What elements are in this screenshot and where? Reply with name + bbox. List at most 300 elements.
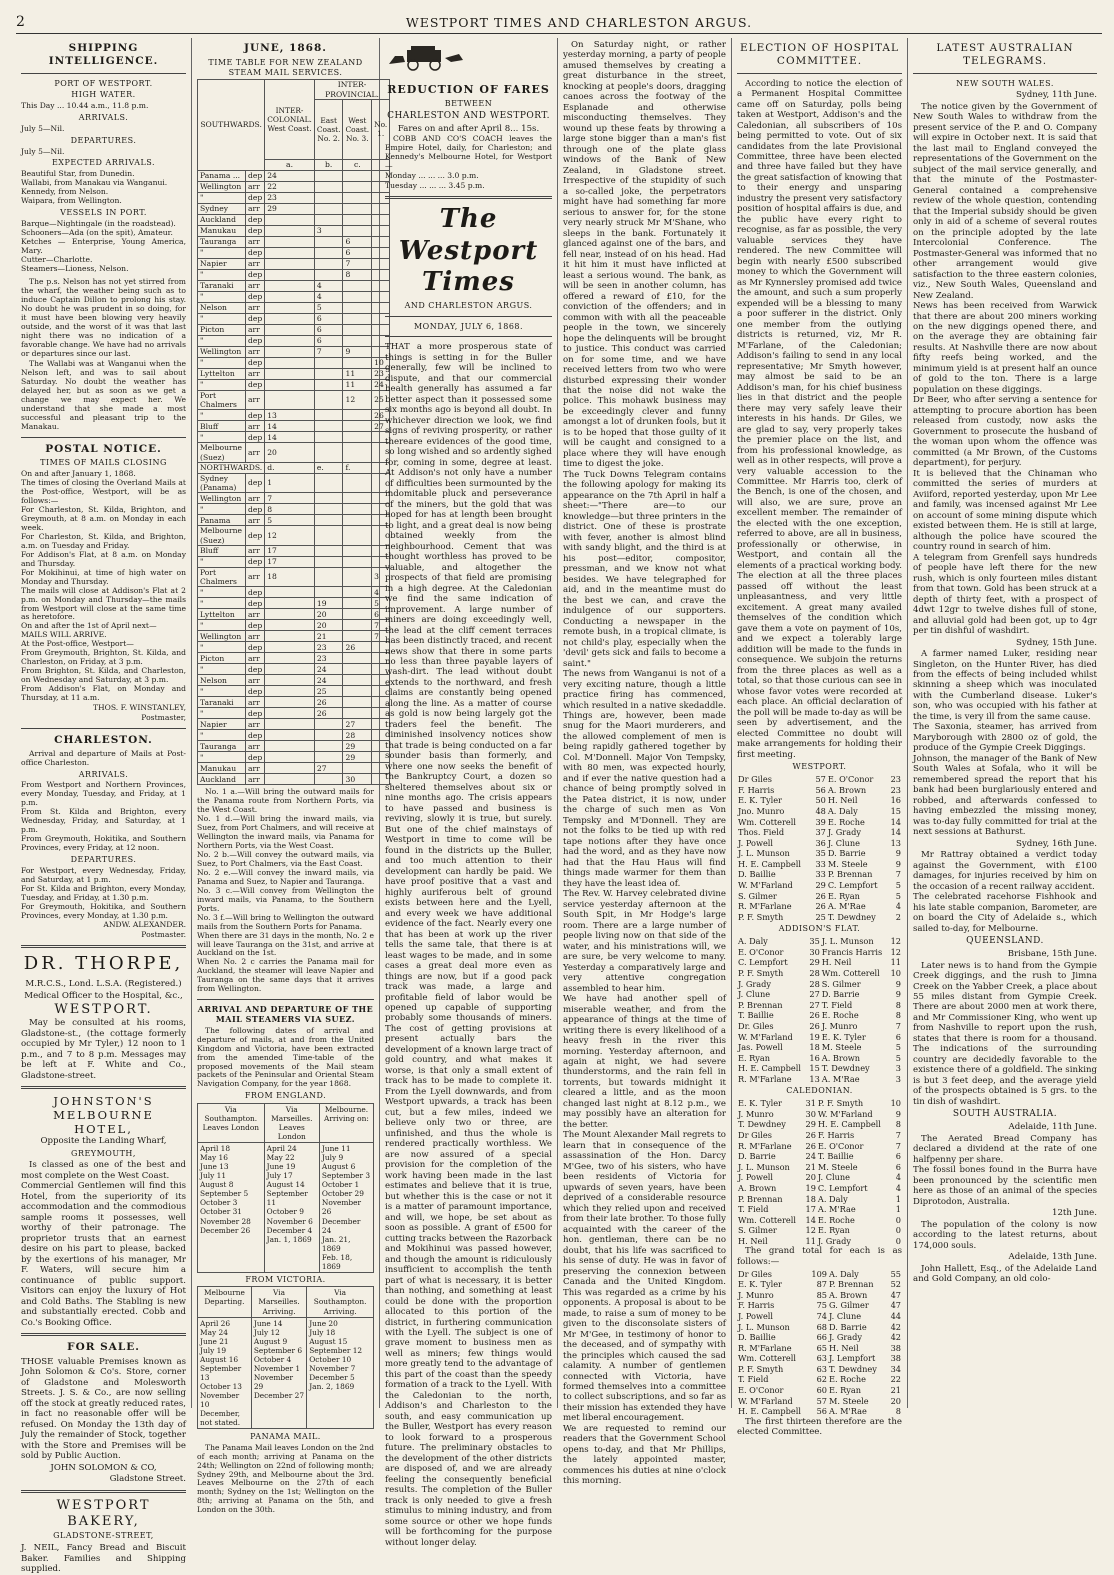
table-cell: [265, 774, 315, 785]
divider: [385, 316, 552, 317]
poll-row: [737, 1151, 902, 1162]
poll-candidate: J. Powell: [738, 1310, 774, 1321]
table-cell: [265, 324, 315, 335]
table-row: [198, 291, 390, 302]
sydney-dateline-3: Sydney, 16th June.: [1015, 838, 1097, 849]
poll-votes: 57: [816, 1395, 827, 1406]
table-cell: arr: [245, 390, 264, 410]
poll-votes: 65: [816, 1342, 827, 1353]
table-cell: Tauranga: [198, 236, 246, 247]
table-cell: arr: [245, 368, 264, 379]
mails-closing-label: TIMES OF MAILS CLOSING: [40, 458, 167, 468]
poll-candidate: A. Daly: [827, 805, 858, 816]
poll-votes: 4: [895, 901, 901, 912]
table-cell: arr: [245, 324, 264, 335]
poll-votes: 7: [895, 1130, 901, 1141]
table-cell: [265, 390, 315, 410]
poll-votes: 26: [815, 901, 826, 912]
table-cell: ": [198, 620, 246, 631]
table-cell: 12: [343, 390, 372, 410]
arrivals-text: July 5—Nil.: [21, 123, 65, 133]
vic-col-1: April 26 May 24 June 21 July 19 August 16 September 13 October 13 November 10 December, not stated.: [198, 1317, 252, 1428]
poll-candidate: A. M'Rae: [827, 901, 866, 912]
poll-row: [737, 795, 902, 806]
poll-candidate: D. Baillie: [738, 1332, 776, 1343]
poll-votes: 11: [805, 1235, 816, 1246]
panama-body: The Panama Mail leaves London on the 2nd of each month; arriving at Panama on the 24th; Wellington on 22nd of following month; Sydney 29th, and Melbourne about the 3rd. Leaves Melbourne on the 27th of each month; Sydney on the 1st; Wellington on the 8th; arriving at Panama on the 5th, and London on the 30th.: [197, 1442, 374, 1515]
table-cell: 29: [343, 741, 372, 752]
table-cell: arr: [245, 631, 264, 642]
table-cell: Sydney: [198, 203, 246, 214]
column-4: [558, 38, 732, 1487]
table-cell: 26: [372, 410, 390, 421]
table-cell: 25: [372, 390, 390, 410]
poll-votes: 7: [895, 1140, 901, 1151]
poll-row: [737, 1183, 902, 1194]
total-poll: [737, 1268, 902, 1416]
no3-header: [343, 99, 372, 159]
table-row: [198, 258, 390, 269]
poll-votes: 63: [816, 1363, 827, 1374]
letter-e: e.: [314, 462, 343, 473]
charleston-signature: ANDW. ALEXANDER.: [103, 920, 186, 930]
reduction-heading: REDUCTION OF FARES: [387, 83, 550, 97]
poll-row: [737, 1300, 902, 1311]
table-row: [198, 410, 390, 421]
poll-candidate: M. Steele: [829, 1395, 869, 1406]
table-cell: [314, 493, 343, 504]
poll-candidate: E. O'Conor: [817, 1140, 864, 1151]
table-cell: ": [198, 247, 246, 258]
table-cell: 20: [314, 620, 343, 631]
intercolonial-header: [265, 80, 315, 160]
poll-candidate: A. M'Rae: [829, 1406, 867, 1417]
poll-row: [737, 936, 902, 947]
postal-signature-title: Postmaster,: [141, 712, 186, 722]
poll-votes: 23: [890, 784, 901, 795]
table-cell: dep: [245, 291, 264, 302]
table-cell: [343, 697, 372, 708]
table-cell: dep: [245, 752, 264, 763]
poll-candidate: Wm. Cotterell: [738, 1214, 797, 1225]
poll-votes: 18: [805, 1193, 816, 1204]
poll-candidate: A. Daly: [829, 1268, 859, 1279]
table-cell: [343, 686, 372, 697]
poll-votes: 37: [815, 827, 826, 838]
table-cell: 3: [372, 567, 390, 587]
poll-candidate: J. Clune: [829, 1310, 862, 1321]
table-cell: arr: [245, 609, 264, 620]
eng-header-3: Melbourne. Arriving on:: [319, 1104, 373, 1143]
telegram-text-7: John Hallett, Esq., of the Adelaide Land and Gold Company, an old colo-: [913, 1263, 1097, 1285]
poll-candidate: E. Ryan: [829, 1385, 861, 1396]
table-cell: 21: [314, 631, 343, 642]
poll-candidate: H. E. Campbell: [738, 1406, 802, 1417]
table-cell: arr: [245, 719, 264, 730]
table-row: [198, 620, 390, 631]
telegrams-heading: LATEST AUSTRALIAN TELEGRAMS.: [936, 42, 1074, 67]
poll-row: [737, 1098, 902, 1109]
table-cell: [343, 324, 372, 335]
column-1: [16, 38, 192, 1575]
departures-text: July 5—Nil.: [21, 146, 65, 156]
table-cell: arr: [245, 302, 264, 313]
poll-candidate: E. O'Conor: [738, 1385, 784, 1396]
table-cell: [265, 653, 315, 664]
table-cell: [343, 473, 372, 493]
table-cell: [265, 258, 315, 269]
table-cell: Picton: [198, 324, 246, 335]
poll-votes: 14: [890, 827, 901, 838]
eng-col-3: June 11 July 9 August 6 September 3 October 1 October 29 November 26 December 24 Jan. 21, 1869 Feb. 18, 1869: [319, 1143, 373, 1272]
poll-votes: 27: [809, 999, 820, 1010]
table-row: [198, 631, 390, 642]
poll-votes: 3: [895, 1073, 901, 1084]
suez-heading: ARRIVAL AND DEPARTURE OF THE MAIL STEAMERS VIA SUEZ.: [197, 1004, 374, 1024]
poll-row: [737, 1385, 902, 1396]
poll-votes: 11: [890, 957, 901, 968]
table-cell: 9: [343, 346, 372, 357]
table-cell: [343, 214, 372, 225]
no3-label: No. 3.: [346, 133, 369, 143]
coach-icon: [385, 44, 465, 72]
poll-row: [737, 946, 902, 957]
poll-row: [737, 784, 902, 795]
table-cell: 7: [314, 346, 343, 357]
table-row: [198, 443, 390, 463]
postal-heading: POSTAL NOTICE.: [45, 442, 162, 455]
sa-label: SOUTH AUSTRALIA.: [952, 1109, 1058, 1120]
poll-votes: 5: [895, 880, 901, 891]
table-row: [198, 368, 390, 379]
poll-candidate: M. Steele: [827, 858, 868, 869]
poll-candidate: D. Barrie: [827, 848, 866, 859]
poll-row: [737, 1140, 902, 1151]
table-cell: 7: [372, 620, 390, 631]
expected-label: EXPECTED ARRIVALS.: [51, 158, 156, 168]
poll-votes: 36: [815, 837, 826, 848]
poll-votes: 9: [895, 1108, 901, 1119]
table-row: [198, 493, 390, 504]
poll-votes: 19: [809, 1031, 820, 1042]
poll-candidate: J. Grady: [827, 827, 861, 838]
table-cell: Taranaki: [198, 697, 246, 708]
table-cell: [265, 379, 315, 390]
table-cell: [343, 170, 372, 181]
poll-votes: 23: [890, 774, 901, 785]
vic-col-2: June 14 July 12 August 9 September 6 October 4 November 1 November 29 December 27: [251, 1317, 306, 1428]
poll-row: [737, 1204, 902, 1215]
sydney-dateline-1: Sydney, 11th June.: [1015, 90, 1097, 101]
table-cell: 23: [372, 368, 390, 379]
poll-votes: 0: [895, 1225, 901, 1236]
divider: [21, 1086, 186, 1089]
table-row: [198, 504, 390, 515]
poll-candidate: M. Steele: [817, 1161, 858, 1172]
table-cell: dep: [245, 620, 264, 631]
poll-candidate: C. Lempfort: [817, 1183, 868, 1193]
table-cell: dep: [245, 379, 264, 390]
table-cell: [265, 675, 315, 686]
table-cell: 13: [265, 410, 315, 421]
shipping-para-1: The p.s. Nelson has not yet stirred from the wharf, the weather being such as to induce Captain Dillon to prolong his stay. No doubt he was prudent in so doing, for it must have been blowing very heavily outside, and the worst of it was that last night there was no indication of a favorable change. We have had no arrivals or departures since our last.: [21, 277, 186, 359]
charleston-intro: Arrival and departure of Mails at Post-office Charleston.: [21, 748, 186, 767]
table-cell: Taranaki: [198, 280, 246, 291]
poll-row: [737, 957, 902, 968]
poll-candidate: Wm. Cotterell: [738, 816, 797, 827]
eng-col-2: April 24 May 22 June 19 July 17 August 14 September 11 October 9 November 6 December 4 Jan. 1, 1869: [264, 1143, 319, 1272]
divider: [21, 437, 186, 438]
table-cell: ": [198, 752, 246, 763]
poll-row: [737, 1279, 902, 1290]
tuesday-time: Tuesday ... ... ... 3.45 p.m.: [385, 180, 485, 190]
table-row: [198, 653, 390, 664]
table-cell: Napier: [198, 258, 246, 269]
table-cell: ": [198, 686, 246, 697]
table-cell: [314, 587, 343, 598]
poll-row: [737, 1406, 902, 1417]
westport-poll: [737, 774, 902, 922]
poll-candidate: P. F. Smyth: [817, 1098, 864, 1109]
table-cell: 4: [372, 587, 390, 598]
poll-votes: 27: [809, 989, 820, 1000]
poll-row: [737, 1289, 902, 1300]
poll-candidate: A. Brown: [829, 1289, 868, 1300]
poll-candidate: J. L. Munson: [821, 936, 874, 947]
poll-candidate: J. Clune: [738, 989, 771, 1000]
table-cell: 26: [314, 708, 343, 719]
poll-votes: 17: [805, 1204, 816, 1215]
poll-row: [737, 1342, 902, 1353]
table-cell: arr: [245, 493, 264, 504]
coach-body: COBB AND CO'S COACH leaves the Empire Hotel, daily, for Charleston; and Kennedy's Melbourne Hotel, for Westport—: [385, 134, 552, 170]
table-cell: [314, 432, 343, 443]
table-cell: [314, 181, 343, 192]
poll-candidate: T. Field: [738, 1204, 769, 1215]
table-row: [198, 357, 390, 368]
table-row: [198, 302, 390, 313]
table-row: [198, 763, 390, 774]
no1-header: No. 1.: [372, 99, 390, 159]
table-cell: 28: [343, 730, 372, 741]
poll-row: [737, 999, 902, 1010]
table-cell: [343, 291, 372, 302]
table-cell: 5: [372, 598, 390, 609]
table-cell: Manukau: [198, 763, 246, 774]
johnston-name: JOHNSTON'S MELBOURNE HOTEL,: [53, 1094, 154, 1137]
poll-votes: 0: [895, 1214, 901, 1225]
table-cell: 6: [343, 247, 372, 258]
poll-votes: 16: [809, 1052, 820, 1063]
poll-votes: 33: [815, 869, 826, 880]
table-cell: 6: [314, 313, 343, 324]
poll-row: [737, 859, 902, 870]
poll-votes: 29: [815, 880, 826, 891]
poll-row: [737, 1395, 902, 1406]
table-cell: dep: [245, 170, 264, 181]
table-cell: Lyttelton: [198, 609, 246, 620]
table-cell: dep: [245, 225, 264, 236]
poll-votes: 12: [805, 1225, 816, 1236]
poll-votes: 26: [809, 1020, 820, 1031]
table-cell: [314, 556, 343, 567]
table-row: [198, 225, 390, 236]
poll-candidate: J. Munro: [821, 1020, 858, 1031]
table-cell: Wellington: [198, 631, 246, 642]
table-row: [198, 686, 390, 697]
table-cell: [343, 598, 372, 609]
table-row: [198, 526, 390, 546]
table-cell: dep: [245, 357, 264, 368]
divider: [737, 73, 902, 74]
poll-votes: 15: [809, 1063, 820, 1074]
westport-label: WESTPORT.: [792, 762, 847, 772]
table-cell: ": [198, 379, 246, 390]
southwards-label: SOUTHWARDS.: [198, 80, 265, 171]
table-cell: [343, 203, 372, 214]
table-row: [198, 421, 390, 432]
table-cell: [343, 587, 372, 598]
poll-candidate: P. Brennan: [738, 1193, 783, 1204]
table-cell: 7: [343, 258, 372, 269]
table-cell: 7: [265, 493, 315, 504]
poll-votes: 26: [809, 1010, 820, 1021]
table-cell: ": [198, 730, 246, 741]
table-cell: dep: [245, 432, 264, 443]
monday-time: Monday ... ... ... 3.0 p.m.: [385, 170, 479, 180]
poll-votes: 38: [890, 1342, 901, 1353]
poll-candidate: T. Dewdney: [827, 911, 876, 922]
poll-candidate: R. M'Farlane: [738, 1140, 792, 1151]
table-cell: arr: [245, 545, 264, 556]
table-row: [198, 170, 390, 181]
table-cell: 19: [314, 598, 343, 609]
poll-candidate: Dr Giles: [738, 1130, 772, 1141]
poll-votes: 56: [816, 1406, 827, 1417]
table-cell: [343, 192, 372, 203]
table-cell: [343, 708, 372, 719]
poll-candidate: E. K. Tyler: [738, 1098, 782, 1109]
table-row: [198, 390, 390, 410]
poll-candidate: S. Gilmer: [738, 1225, 777, 1236]
table-cell: [314, 504, 343, 515]
table-cell: [265, 620, 315, 631]
poll-votes: 2: [895, 911, 901, 922]
table-cell: Wellington: [198, 493, 246, 504]
westcoast2-label: West Coast.: [345, 115, 370, 134]
poll-candidate: J. Clune: [817, 1172, 851, 1183]
table-cell: 6: [314, 324, 343, 335]
poll-votes: 28: [809, 967, 820, 978]
table-cell: [314, 774, 343, 785]
poll-votes: 5: [895, 890, 901, 901]
table-cell: 24: [372, 379, 390, 390]
table-row: [198, 598, 390, 609]
table-row: [198, 324, 390, 335]
table-cell: Melbourne (Suez): [198, 526, 246, 546]
table-cell: [314, 421, 343, 432]
table-cell: 24: [314, 675, 343, 686]
table-cell: 17: [265, 556, 315, 567]
poll-candidate: P. F. Smyth: [738, 1363, 784, 1374]
poll-votes: 18: [809, 1042, 820, 1053]
column-3: [380, 38, 558, 1548]
poll-candidate: P. F. Smyth: [738, 967, 784, 978]
poll-votes: 56: [815, 784, 826, 795]
table-cell: [314, 515, 343, 526]
poll-row: [737, 1311, 902, 1322]
table-cell: arr: [245, 203, 264, 214]
poll-candidate: P. Brennan: [738, 999, 783, 1010]
table-cell: 24: [265, 170, 315, 181]
poll-candidate: P. F. Smyth: [738, 911, 784, 922]
poll-row: [737, 978, 902, 989]
poll-votes: 5: [895, 1042, 901, 1053]
poll-row: [737, 837, 902, 848]
poll-candidate: H. Neil: [827, 795, 858, 806]
table-row: [198, 708, 390, 719]
telegram-text-2: A farmer named Luker, residing near Singleton, on the Hunter River, has died from the effects of being included whilst skinning a sheep which was inoculated with the Cumberland disease. Luker's son, who was occupied with his father at the time, is very ill from the same cause. The Saxonia, steamer, has arrived from Maryborough with 2800 oz of gold, the produce of the Gympie Creek Diggings. Johnson, the manager of the Bank of New South Wales at Sofala, who it will be remembered spread the report that his bank had been burglariously entered and robbed, and afterwards confessed to having embezzled the missing money, was to-day fully committed for trial at the next sessions at Bathurst.: [913, 649, 1097, 838]
table-cell: [265, 302, 315, 313]
table-cell: 11: [343, 368, 372, 379]
poll-candidate: H. E. Campbell: [738, 858, 802, 869]
thorpe-name: DR. THORPE,: [23, 953, 184, 975]
poll-votes: 9: [895, 978, 901, 989]
divider: [385, 336, 552, 337]
poll-candidate: J. Munro: [738, 1108, 774, 1119]
shipping-para-2: The Wallabi was at Wanganui when the Nelson left, and was to sail about Saturday. No doubt the weather has delayed her, but as soon as we get a change we may expect her. We understand that she made a most successful and pleasant trip to the Manakau.: [21, 359, 186, 431]
poll-votes: 20: [890, 1395, 901, 1406]
poll-candidate: F. Harris: [738, 1300, 775, 1311]
table-cell: [265, 686, 315, 697]
poll-row: [737, 1172, 902, 1183]
table-cell: ": [198, 269, 246, 280]
table-cell: Panama ...: [198, 170, 246, 181]
table-cell: arr: [245, 346, 264, 357]
divider: [385, 196, 552, 199]
caledonian-label: CALEDONIAN.: [786, 1086, 853, 1096]
table-cell: [343, 631, 372, 642]
poll-candidate: A. Brown: [821, 1052, 861, 1063]
table-cell: ": [198, 410, 246, 421]
poll-candidate: E. Ryan: [827, 890, 860, 901]
table-cell: arr: [245, 763, 264, 774]
johnston-location: Opposite the Landing Wharf,: [40, 1136, 167, 1147]
poll-votes: 24: [805, 1151, 816, 1162]
poll-votes: 8: [895, 1406, 901, 1417]
table-cell: 6: [314, 335, 343, 346]
table-cell: dep: [245, 686, 264, 697]
telegram-text-1: The notice given by the Government of New South Wales to withdraw from the present service of the P. and O. Company will expire in October next. It is said that the last mail to England conveyed the representations of the Government on the subject of the mail service generally, and that the minute of the Postmaster-General contained a comprehensive review of the whole question, contending that the Imperial subsidy should be given only in aid of a scheme of several routes on the principle adopted by the late Intercolonial Conference. The Postmaster-General was informed that no other arrangement would give satisfaction to the three eastern colonies, viz., New South Wales, Queensland and New Zealand. News has been received from Warwick that there are about 200 miners working on the new diggings opened there, and on the average they are obtaining fair results. At Nashville there are now about fifty reefs being worked, and the minimum yield is at present half an ounce of gold to the ton. There is a large population on these diggings. Dr Beer, who after serving a sentence for attempting to procure abortion has been released from custody, now asks the Government to prosecute the husband of the woman upon whom the offence was committed (a Mr Brown, of the Customs department), for perjury. It is believed that the Chinaman who committed the series of murders at Aviiford, reported yesterday, upon Mr Lee and family, was incensed against Mr Lee on account of some mining dispute which existed between them. He is still at large, although the police have scoured the country round in search of him. A telegram from Grenfell says hundreds of people have left there for the new rush, which is only fourteen miles distant from that town. Gold has been struck at a depth of thirty feet, with a prospect of 4dwt 12gr to twelve dishes full of stone, and alluvial gold had been got, up to 4gr per tin dishful of washdirt.: [913, 101, 1097, 637]
table-row: [198, 214, 390, 225]
poll-row: [737, 912, 902, 923]
poll-votes: 12: [890, 936, 901, 947]
poll-candidate: J. Powell: [738, 837, 774, 848]
election-heading: ELECTION OF HOSPITAL COMMITTEE.: [739, 42, 899, 67]
interprovincial-header: INTER-PROVINCIAL.: [314, 80, 389, 100]
eng-header-2: Via Marseilles. Leaves London: [264, 1104, 319, 1143]
poll-votes: 6: [895, 1031, 901, 1042]
table-cell: dep: [245, 247, 264, 258]
table-cell: arr: [245, 774, 264, 785]
poll-candidate: D. Barrie: [738, 1151, 776, 1162]
poll-votes: 60: [816, 1385, 827, 1396]
table-cell: [343, 493, 372, 504]
port-heading: PORT OF WESTPORT.: [54, 78, 153, 88]
table-cell: [343, 181, 372, 192]
table-cell: 29: [265, 203, 315, 214]
table-cell: Tauranga: [198, 741, 246, 752]
